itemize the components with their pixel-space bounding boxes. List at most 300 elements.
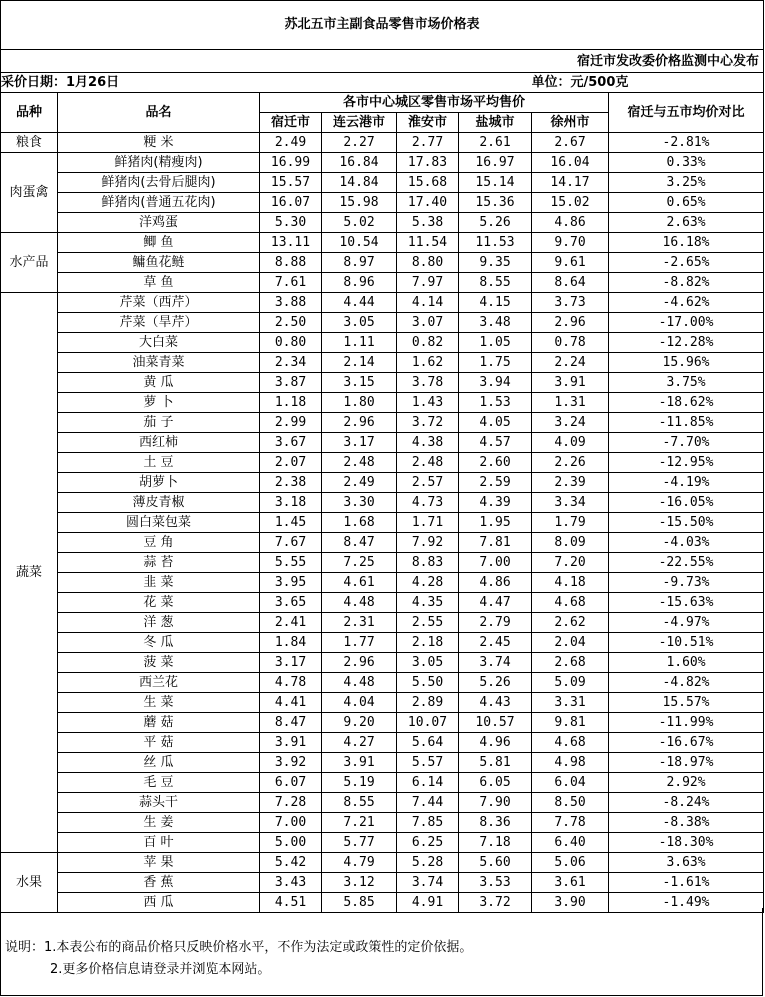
item-name: 豆 角 [58, 533, 260, 553]
compare-cell: 0.33% [609, 153, 764, 173]
table-row [1, 653, 764, 673]
price-cell: 4.43 [459, 693, 532, 713]
price-cell: 9.81 [532, 713, 609, 733]
price-cell: 16.04 [532, 153, 609, 173]
price-cell: 3.78 [397, 373, 459, 393]
item-name: 丝 瓜 [58, 753, 260, 773]
price-cell: 2.62 [532, 613, 609, 633]
category-cell: 水产品 [1, 233, 58, 293]
price-cell: 8.47 [260, 713, 322, 733]
price-cell: 1.77 [322, 633, 397, 653]
price-cell: 3.07 [397, 313, 459, 333]
item-name: 薄皮青椒 [58, 493, 260, 513]
price-cell: 4.09 [532, 433, 609, 453]
price-cell: 7.25 [322, 553, 397, 573]
compare-cell: 16.18% [609, 233, 764, 253]
price-cell: 8.96 [322, 273, 397, 293]
price-cell: 5.64 [397, 733, 459, 753]
table-row [1, 833, 764, 853]
table-row [1, 253, 764, 273]
price-cell: 16.97 [459, 153, 532, 173]
price-cell: 3.73 [532, 293, 609, 313]
price-cell: 8.88 [260, 253, 322, 273]
price-cell: 4.47 [459, 593, 532, 613]
table-row [1, 273, 764, 293]
price-cell: 14.17 [532, 173, 609, 193]
compare-cell: -11.85% [609, 413, 764, 433]
price-cell: 2.24 [532, 353, 609, 373]
price-cell: 0.80 [260, 333, 322, 353]
price-cell: 7.97 [397, 273, 459, 293]
price-cell: 7.90 [459, 793, 532, 813]
price-cell: 8.09 [532, 533, 609, 553]
item-name: 鲜猪肉(精瘦肉) [58, 153, 260, 173]
price-cell: 2.26 [532, 453, 609, 473]
price-cell: 6.04 [532, 773, 609, 793]
price-cell: 7.92 [397, 533, 459, 553]
price-cell: 2.27 [322, 133, 397, 153]
price-cell: 17.83 [397, 153, 459, 173]
header-city: 徐州市 [532, 113, 609, 133]
unit-label: 单位：元/500克 [532, 73, 764, 93]
price-cell: 2.18 [397, 633, 459, 653]
compare-cell: -12.28% [609, 333, 764, 353]
table-row [1, 713, 764, 733]
table-row [1, 313, 764, 333]
note-1: 说明：1.本表公布的商品价格只反映价格水平，不作为法定或政策性的定价依据。 [5, 940, 473, 955]
price-cell: 1.11 [322, 333, 397, 353]
price-cell: 4.57 [459, 433, 532, 453]
price-cell: 1.68 [322, 513, 397, 533]
price-cell: 2.39 [532, 473, 609, 493]
price-cell: 8.97 [322, 253, 397, 273]
compare-cell: -8.82% [609, 273, 764, 293]
note-2: 2.更多价格信息请登录并浏览本网站。 [50, 962, 271, 977]
item-name: 胡萝卜 [58, 473, 260, 493]
price-cell: 3.95 [260, 573, 322, 593]
price-cell: 3.88 [260, 293, 322, 313]
category-cell: 蔬菜 [1, 293, 58, 853]
price-cell: 3.05 [397, 653, 459, 673]
table-row [1, 613, 764, 633]
price-cell: 13.11 [260, 233, 322, 253]
compare-cell: -18.97% [609, 753, 764, 773]
price-cell: 4.51 [260, 893, 322, 913]
price-cell: 2.49 [260, 133, 322, 153]
price-cell: 8.64 [532, 273, 609, 293]
price-cell: 3.91 [532, 373, 609, 393]
table-row [1, 673, 764, 693]
item-name: 韭 菜 [58, 573, 260, 593]
table-row [1, 153, 764, 173]
price-cell: 7.00 [459, 553, 532, 573]
table-row [1, 873, 764, 893]
price-cell: 3.18 [260, 493, 322, 513]
price-cell: 2.61 [459, 133, 532, 153]
price-cell: 5.02 [322, 213, 397, 233]
price-cell: 16.07 [260, 193, 322, 213]
price-cell: 5.85 [322, 893, 397, 913]
compare-cell: -7.70% [609, 433, 764, 453]
price-cell: 2.96 [532, 313, 609, 333]
table-row [1, 433, 764, 453]
compare-cell: 15.96% [609, 353, 764, 373]
compare-cell: 3.63% [609, 853, 764, 873]
table-row [1, 373, 764, 393]
price-cell: 4.78 [260, 673, 322, 693]
price-cell: 3.05 [322, 313, 397, 333]
item-name: 鲜猪肉(去骨后腿肉) [58, 173, 260, 193]
price-cell: 4.28 [397, 573, 459, 593]
compare-cell: -2.81% [609, 133, 764, 153]
price-cell: 4.86 [459, 573, 532, 593]
table-row [1, 773, 764, 793]
compare-cell: -1.61% [609, 873, 764, 893]
price-cell: 3.24 [532, 413, 609, 433]
price-cell: 9.20 [322, 713, 397, 733]
price-cell: 3.12 [322, 873, 397, 893]
item-name: 油菜青菜 [58, 353, 260, 373]
item-name: 西 瓜 [58, 893, 260, 913]
item-name: 百 叶 [58, 833, 260, 853]
item-name: 生 菜 [58, 693, 260, 713]
compare-cell: -22.55% [609, 553, 764, 573]
price-cell: 2.77 [397, 133, 459, 153]
table-row [1, 633, 764, 653]
price-cell: 10.54 [322, 233, 397, 253]
price-cell: 2.57 [397, 473, 459, 493]
compare-cell: -18.30% [609, 833, 764, 853]
table-row [1, 753, 764, 773]
compare-cell: -18.62% [609, 393, 764, 413]
table-row [1, 213, 764, 233]
item-name: 洋 葱 [58, 613, 260, 633]
price-cell: 7.78 [532, 813, 609, 833]
price-cell: 5.42 [260, 853, 322, 873]
price-cell: 3.61 [532, 873, 609, 893]
page-title: 苏北五市主副食品零售市场价格表 [1, 1, 764, 50]
header-group: 各市中心城区零售市场平均售价 [260, 93, 609, 113]
compare-cell: -4.97% [609, 613, 764, 633]
compare-cell: 2.63% [609, 213, 764, 233]
price-cell: 3.17 [260, 653, 322, 673]
price-cell: 4.96 [459, 733, 532, 753]
price-cell: 4.04 [322, 693, 397, 713]
table-row [1, 473, 764, 493]
item-name: 萝 卜 [58, 393, 260, 413]
price-cell: 2.67 [532, 133, 609, 153]
table-row [1, 233, 764, 253]
price-cell: 1.75 [459, 353, 532, 373]
price-cell: 15.68 [397, 173, 459, 193]
price-cell: 2.60 [459, 453, 532, 473]
price-cell: 2.96 [322, 653, 397, 673]
table-row [1, 813, 764, 833]
price-cell: 1.31 [532, 393, 609, 413]
price-cell: 1.79 [532, 513, 609, 533]
price-cell: 7.67 [260, 533, 322, 553]
price-cell: 4.39 [459, 493, 532, 513]
item-name: 西兰花 [58, 673, 260, 693]
price-cell: 7.61 [260, 273, 322, 293]
price-cell: 9.35 [459, 253, 532, 273]
price-cell: 1.45 [260, 513, 322, 533]
price-cell: 6.25 [397, 833, 459, 853]
price-cell: 3.91 [322, 753, 397, 773]
compare-cell: -16.67% [609, 733, 764, 753]
category-cell: 粮食 [1, 133, 58, 153]
price-cell: 7.28 [260, 793, 322, 813]
price-cell: 2.07 [260, 453, 322, 473]
price-cell: 2.89 [397, 693, 459, 713]
price-cell: 8.83 [397, 553, 459, 573]
price-cell: 4.86 [532, 213, 609, 233]
price-cell: 7.18 [459, 833, 532, 853]
price-cell: 15.02 [532, 193, 609, 213]
price-cell: 15.57 [260, 173, 322, 193]
price-cell: 1.84 [260, 633, 322, 653]
price-cell: 4.73 [397, 493, 459, 513]
price-cell: 11.54 [397, 233, 459, 253]
header-compare: 宿迁与五市均价对比 [609, 93, 764, 133]
table-row [1, 573, 764, 593]
compare-cell: 3.25% [609, 173, 764, 193]
table-row [1, 853, 764, 873]
price-cell: 1.18 [260, 393, 322, 413]
price-cell: 4.35 [397, 593, 459, 613]
price-cell: 5.26 [459, 213, 532, 233]
compare-cell: -1.49% [609, 893, 764, 913]
price-cell: 3.15 [322, 373, 397, 393]
price-cell: 1.95 [459, 513, 532, 533]
price-cell: 2.38 [260, 473, 322, 493]
compare-cell: -15.50% [609, 513, 764, 533]
table-row [1, 593, 764, 613]
table-row [1, 553, 764, 573]
item-name: 香 蕉 [58, 873, 260, 893]
header-city: 淮安市 [397, 113, 459, 133]
price-cell: 5.50 [397, 673, 459, 693]
price-cell: 8.50 [532, 793, 609, 813]
item-name: 菠 菜 [58, 653, 260, 673]
compare-cell: -9.73% [609, 573, 764, 593]
price-cell: 5.28 [397, 853, 459, 873]
compare-cell: -4.19% [609, 473, 764, 493]
price-cell: 3.92 [260, 753, 322, 773]
table-row [1, 733, 764, 753]
price-cell: 5.26 [459, 673, 532, 693]
price-cell: 2.99 [260, 413, 322, 433]
price-cell: 8.80 [397, 253, 459, 273]
price-cell: 8.55 [322, 793, 397, 813]
price-cell: 1.05 [459, 333, 532, 353]
price-cell: 7.81 [459, 533, 532, 553]
price-cell: 5.57 [397, 753, 459, 773]
price-cell: 15.98 [322, 193, 397, 213]
price-cell: 3.48 [459, 313, 532, 333]
price-cell: 3.53 [459, 873, 532, 893]
price-cell: 7.44 [397, 793, 459, 813]
item-name: 鲫 鱼 [58, 233, 260, 253]
price-cell: 4.27 [322, 733, 397, 753]
compare-cell: 15.57% [609, 693, 764, 713]
price-cell: 10.07 [397, 713, 459, 733]
price-cell: 5.06 [532, 853, 609, 873]
price-cell: 4.14 [397, 293, 459, 313]
category-cell: 水果 [1, 853, 58, 913]
item-name: 茄 子 [58, 413, 260, 433]
header-category: 品种 [1, 93, 58, 133]
price-cell: 5.19 [322, 773, 397, 793]
price-cell: 7.85 [397, 813, 459, 833]
price-cell: 8.55 [459, 273, 532, 293]
price-cell: 4.68 [532, 593, 609, 613]
category-cell: 肉蛋禽 [1, 153, 58, 233]
price-cell: 17.40 [397, 193, 459, 213]
item-name: 苹 果 [58, 853, 260, 873]
price-cell: 7.20 [532, 553, 609, 573]
price-cell: 3.72 [397, 413, 459, 433]
price-cell: 3.91 [260, 733, 322, 753]
table-row [1, 693, 764, 713]
table-row [1, 293, 764, 313]
compare-cell: -15.63% [609, 593, 764, 613]
price-cell: 14.84 [322, 173, 397, 193]
price-cell: 1.71 [397, 513, 459, 533]
price-cell: 4.68 [532, 733, 609, 753]
price-cell: 4.98 [532, 753, 609, 773]
table-row [1, 333, 764, 353]
price-cell: 2.96 [322, 413, 397, 433]
compare-cell: -12.95% [609, 453, 764, 473]
price-cell: 2.79 [459, 613, 532, 633]
price-cell: 10.57 [459, 713, 532, 733]
price-cell: 3.43 [260, 873, 322, 893]
price-cell: 7.21 [322, 813, 397, 833]
price-cell: 3.90 [532, 893, 609, 913]
price-cell: 3.31 [532, 693, 609, 713]
price-cell: 5.30 [260, 213, 322, 233]
compare-cell: -16.05% [609, 493, 764, 513]
table-row [1, 173, 764, 193]
item-name: 毛 豆 [58, 773, 260, 793]
price-cell: 15.36 [459, 193, 532, 213]
price-cell: 2.41 [260, 613, 322, 633]
price-cell: 2.34 [260, 353, 322, 373]
price-cell: 2.59 [459, 473, 532, 493]
price-cell: 16.84 [322, 153, 397, 173]
price-cell: 3.67 [260, 433, 322, 453]
price-cell: 1.43 [397, 393, 459, 413]
compare-cell: -4.82% [609, 673, 764, 693]
item-name: 蒜头干 [58, 793, 260, 813]
item-name: 平 菇 [58, 733, 260, 753]
price-cell: 4.05 [459, 413, 532, 433]
price-cell: 9.61 [532, 253, 609, 273]
item-name: 花 菜 [58, 593, 260, 613]
compare-cell: 3.75% [609, 373, 764, 393]
price-cell: 3.65 [260, 593, 322, 613]
item-name: 草 鱼 [58, 273, 260, 293]
price-cell: 2.14 [322, 353, 397, 373]
price-cell: 5.00 [260, 833, 322, 853]
item-name: 芹菜（西芹） [58, 293, 260, 313]
price-cell: 4.79 [322, 853, 397, 873]
compare-cell: -8.38% [609, 813, 764, 833]
price-cell: 6.40 [532, 833, 609, 853]
price-cell: 8.36 [459, 813, 532, 833]
price-cell: 5.55 [260, 553, 322, 573]
table-row [1, 793, 764, 813]
price-cell: 3.74 [397, 873, 459, 893]
item-name: 蒜 苔 [58, 553, 260, 573]
compare-cell: -4.62% [609, 293, 764, 313]
price-cell: 1.80 [322, 393, 397, 413]
price-cell: 4.15 [459, 293, 532, 313]
item-name: 生 姜 [58, 813, 260, 833]
header-city: 盐城市 [459, 113, 532, 133]
compare-cell: -2.65% [609, 253, 764, 273]
price-cell: 4.48 [322, 673, 397, 693]
price-cell: 7.00 [260, 813, 322, 833]
date-label: 采价日期：1月26日 [1, 73, 532, 93]
price-cell: 3.74 [459, 653, 532, 673]
compare-cell: -4.03% [609, 533, 764, 553]
compare-cell: 2.92% [609, 773, 764, 793]
item-name: 圆白菜包菜 [58, 513, 260, 533]
header-name: 品名 [58, 93, 260, 133]
price-cell: 4.38 [397, 433, 459, 453]
table-row [1, 533, 764, 553]
price-cell: 4.44 [322, 293, 397, 313]
price-cell: 2.50 [260, 313, 322, 333]
price-cell: 4.61 [322, 573, 397, 593]
price-cell: 6.07 [260, 773, 322, 793]
price-cell: 6.05 [459, 773, 532, 793]
compare-cell: 0.65% [609, 193, 764, 213]
price-cell: 3.34 [532, 493, 609, 513]
table-row [1, 193, 764, 213]
compare-cell: 1.60% [609, 653, 764, 673]
table-row [1, 133, 764, 153]
item-name: 鲜猪肉(普通五花肉) [58, 193, 260, 213]
price-cell: 2.55 [397, 613, 459, 633]
item-name: 土 豆 [58, 453, 260, 473]
table-row [1, 413, 764, 433]
price-cell: 8.47 [322, 533, 397, 553]
price-cell: 4.18 [532, 573, 609, 593]
item-name: 洋鸡蛋 [58, 213, 260, 233]
compare-cell: -11.99% [609, 713, 764, 733]
publisher-label: 宿迁市发改委价格监测中心发布 [1, 50, 764, 73]
table-row [1, 513, 764, 533]
header-city: 连云港市 [322, 113, 397, 133]
price-cell: 5.09 [532, 673, 609, 693]
price-cell: 3.30 [322, 493, 397, 513]
price-cell: 1.62 [397, 353, 459, 373]
price-cell: 3.17 [322, 433, 397, 453]
price-cell: 15.14 [459, 173, 532, 193]
price-cell: 2.68 [532, 653, 609, 673]
item-name: 芹菜（旱芹） [58, 313, 260, 333]
item-name: 鳙鱼花鲢 [58, 253, 260, 273]
table-row [1, 493, 764, 513]
price-cell: 2.48 [397, 453, 459, 473]
compare-cell: -10.51% [609, 633, 764, 653]
price-cell: 3.87 [260, 373, 322, 393]
price-cell: 5.81 [459, 753, 532, 773]
price-cell: 2.48 [322, 453, 397, 473]
